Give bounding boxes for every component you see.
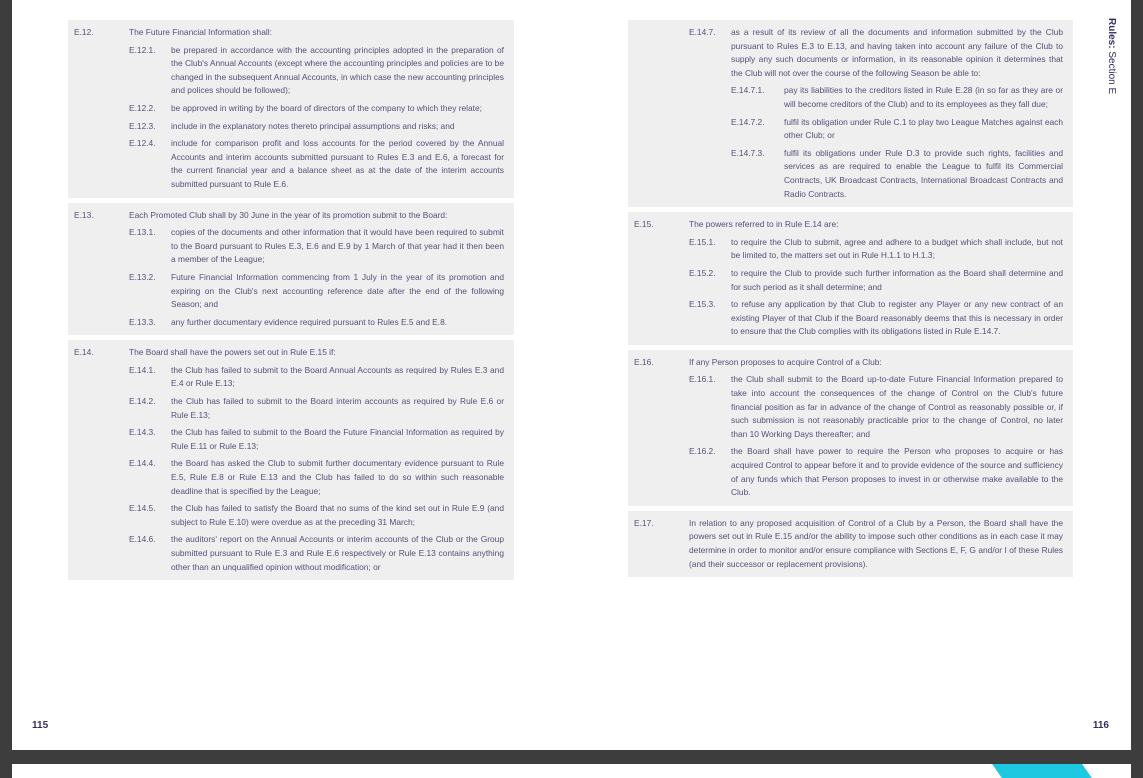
rule-block-e13 (68, 203, 514, 336)
left-page-content (68, 20, 514, 585)
rule-text: In relation to any proposed acquisition of Control of a Club by a Person, the Board shall have the powers set out in Rule E.15 and/or the ability to impose such other conditions as in each case it may determine in order to monitor and/or ensure compliance with Sections E, F, G and/or I of these Rules (and their successor or replacement provisions). (689, 517, 1063, 569)
sub-rule-text: the Club has failed to submit to the Board Annual Accounts as required by Rules E.3 and E.4 or Rule E.13; (171, 364, 504, 389)
sub-rule-text: the Club has failed to submit to the Board the Future Financial Information as required by Rule E.11 or Rule E.13; (171, 427, 504, 451)
sub-rule-number: E.15.3. (689, 299, 716, 310)
rule-number: E.16. (634, 356, 654, 367)
sub-rule-number: E.13.1. (129, 227, 156, 238)
section-tab-name: Section E (1106, 48, 1117, 95)
rule-block-e14-7 (628, 20, 1073, 207)
sub-rule-text: be approved in writing by the board of directors of the company to which they relate; (171, 102, 482, 113)
subsub-rule-text: fulfil its obligations under Rule D.3 to provide such rights, facilities and services as are required to enable the League to fulfil its Commercial Contracts, UK Broadcast Contracts, International Broadcast Contracts and Radio Contracts. (784, 147, 1063, 199)
next-page-edge (12, 764, 1131, 778)
subsub-rule-number: E.14.7.2. (731, 116, 765, 127)
rule-number: E.13. (74, 209, 94, 220)
rule-text: Each Promoted Club shall by 30 June in the year of its promotion submit to the Board: (129, 209, 448, 220)
accent-stripe (992, 764, 1092, 778)
sub-rule-number: E.12.3. (129, 120, 156, 131)
sub-rule-text: the Board shall have power to require the Person who proposes to acquire or has acquired Control to appear before it and to provide evidence of the source and sufficiency of any funds which that Person proposes to invest in or otherwise make available to the Club. (731, 446, 1063, 498)
sub-rule-number: E.16.1. (689, 374, 716, 385)
sub-rule-text: the auditors' report on the Annual Accounts or interim accounts of the Club or the Group submitted pursuant to Rule E.3 and Rule E.6 respectively or Rule E.13 contains anything other than an unqualified opinion without modification; or (171, 534, 504, 572)
document-spread (12, 0, 1131, 750)
sub-rule-number: E.12.4. (129, 138, 156, 149)
sub-rule-text: as a result of its review of all the documents and information submitted by the Club pursuant to Rules E.3 to E.13, and having taken into account any failure of the Club to supply any such documents or information, in its reasonable opinion it determines that the Club will not over the course of the following Season be able to: (731, 27, 1063, 78)
rule-text: If any Person proposes to acquire Control of a Club: (689, 356, 882, 367)
sub-rule-number: E.14.7. (689, 27, 716, 37)
sub-rule-number: E.12.1. (129, 44, 156, 55)
sub-rule-number: E.14.3. (129, 427, 156, 438)
sub-rule-number: E.16.2. (689, 446, 716, 457)
page-number-left: 115 (32, 720, 49, 731)
subsub-rule-number: E.14.7.1. (731, 85, 765, 96)
sub-rule-number: E.13.3. (129, 316, 156, 327)
sub-rule-text: copies of the documents and other information that it would have been required to submit to the Board pursuant to Rules E.3, E.6 and E.9 by 1 March of that year had it then been a member of the League; (171, 227, 504, 265)
subsub-rule-text: fulfil its obligation under Rule C.1 to play two League Matches against each other Club; or (784, 116, 1063, 141)
sub-rule-number: E.15.1. (689, 236, 716, 247)
subsub-rule-number: E.14.7.3. (731, 147, 765, 158)
rule-number: E.12. (74, 27, 94, 37)
sub-rule-text: to require the Club to submit, agree and adhere to a budget which shall include, but not be limited to, the matters set out in Rule H.1.1 to H.1.3; (731, 236, 1063, 261)
page-number-right: 116 (1092, 720, 1109, 731)
rule-block-e14 (68, 340, 514, 580)
sub-rule-text: any further documentary evidence required pursuant to Rules E.5 and E.8. (171, 316, 448, 327)
sub-rule-text: include in the explanatory notes thereto principal assumptions and risks; and (171, 120, 455, 131)
rule-text: The powers referred to in Rule E.14 are: (689, 219, 839, 230)
sub-rule-text: the Club has failed to submit to the Board interim accounts as required by Rule E.6 or Rule E.13; (171, 396, 504, 420)
sub-rule-number: E.15.2. (689, 267, 716, 278)
sub-rule-text: to require the Club to provide such further information as the Board shall determine and for such period as it shall determine; and (731, 267, 1063, 292)
sub-rule-number: E.14.4. (129, 458, 156, 469)
sub-rule-text: the Club shall submit to the Board up-to-date Future Financial Information prepared to take into account the consequences of the change of Control on the Club's future financial position as far in advance of the change of Control as reasonably possible or, if such submission is not reasonably practicable prior to the change of Control, no later than 10 Working Days thereafter; and (731, 374, 1063, 439)
sub-rule-text: the Club has failed to satisfy the Board that no sums of the kind set out in Rule E.9 (and subject to Rule E.10) were overdue as at the preceding 31 March; (171, 503, 504, 527)
rule-block-e17 (628, 511, 1073, 577)
sub-rule-text: the Board has asked the Club to submit further documentary evidence pursuant to Rule E.5, Rule E.8 or Rule E.13 and the Club has failed to do so within such reasonable deadline that is specified by the League; (171, 458, 504, 496)
sub-rule-text: to refuse any application by that Club to register any Player or any new contract of an existing Player of that Club if the Board reasonably deems that this is necessary in order to ensure that the Club complies with its obligations listed in Rule E.14.7. (731, 299, 1063, 337)
sub-rule-number: E.14.1. (129, 364, 156, 375)
right-page-content (628, 20, 1073, 582)
sub-rule-number: E.14.2. (129, 396, 156, 407)
rule-number: E.17. (634, 517, 654, 528)
rule-number: E.15. (634, 219, 654, 230)
rule-block-e16 (628, 350, 1073, 506)
rule-text: The Future Financial Information shall: (129, 27, 272, 37)
sub-rule-number: E.14.5. (129, 503, 156, 514)
rule-block-e12 (68, 20, 514, 198)
sub-rule-text: be prepared in accordance with the accounting principles adopted in the preparation of the Club's Annual Accounts (except where the accounting principles and policies are to be changed in the subsequent Annual Accounts, in which case the new accounting principles and polices should be followed); (171, 44, 504, 96)
sub-rule-text: include for comparison profit and loss accounts for the period covered by the Annual Accounts and interim accounts submitted pursuant to Rules E.3 and E.6, a forecast for the current financial year and a balance sheet as at the date of the interim accounts submitted pursuant to Rule E.6. (171, 138, 504, 189)
sub-rule-text: Future Financial Information commencing from 1 July in the year of its promotion and expiring on the Club's next accounting reference date after the end of the following Season; and (171, 271, 504, 310)
section-tab-label: Rules: (1106, 18, 1117, 49)
rule-text: The Board shall have the powers set out in Rule E.15 if: (129, 347, 336, 358)
sub-rule-number: E.12.2. (129, 102, 156, 113)
subsub-rule-text: pay its liabilities to the creditors listed in Rule E.28 (in so far as they are or will become creditors of the Club) and to its employees as they fall due; (784, 85, 1063, 109)
section-tab (1103, 18, 1117, 108)
sub-rule-number: E.13.2. (129, 271, 156, 282)
rule-number: E.14. (74, 347, 94, 358)
sub-rule-number: E.14.6. (129, 534, 156, 545)
rule-block-e15 (628, 212, 1073, 345)
